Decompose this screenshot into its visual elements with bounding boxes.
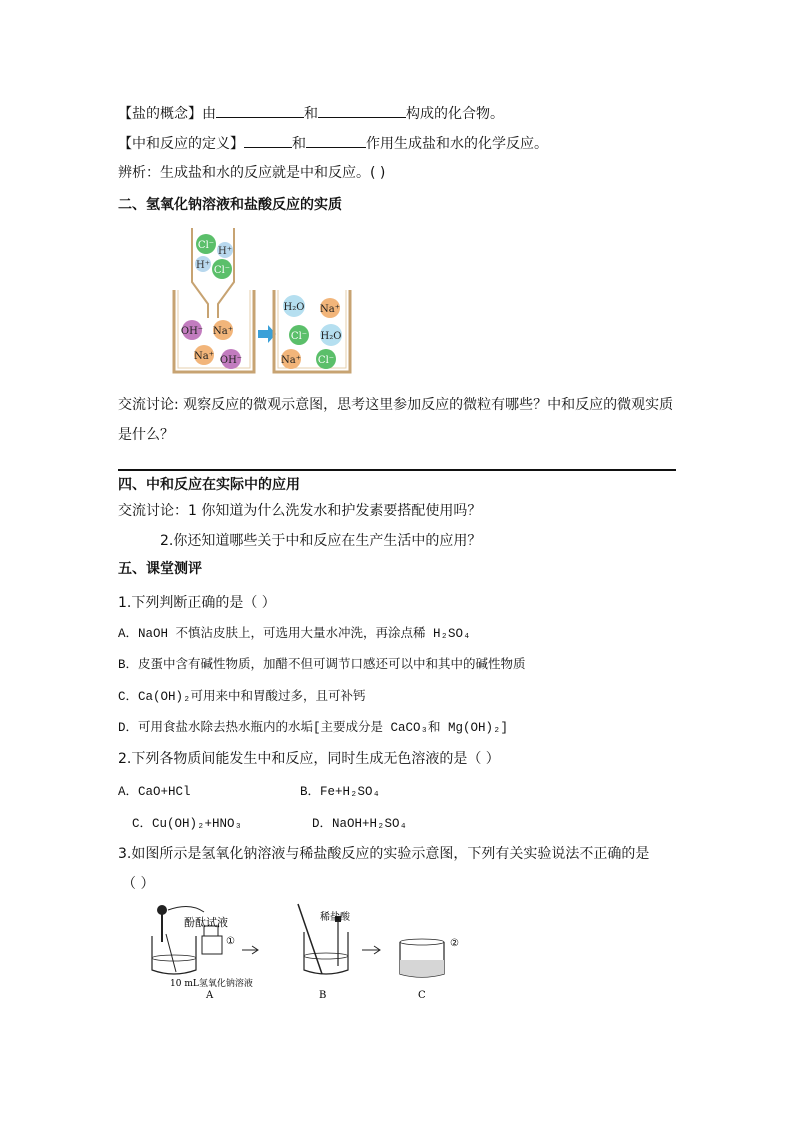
- molecule-h2o-1: [283, 295, 305, 317]
- dropper-ion-h-1: [217, 242, 233, 258]
- discussion-2-question-2: 2.你还知道哪些关于中和反应在生产生活中的应用？: [160, 533, 482, 549]
- indicator-bottle: [202, 926, 222, 954]
- ion-cl-1: [289, 325, 309, 345]
- marker-2: ②: [450, 938, 459, 949]
- salt-definition-line: [118, 104, 504, 123]
- acid-label: 稀盐酸: [320, 912, 350, 923]
- micro-reaction-diagram: [168, 226, 358, 376]
- fill-blank[interactable]: [216, 104, 304, 118]
- salt-definition-start: 【盐的概念】由: [118, 106, 216, 122]
- question-2-option-b: B．Fe+H₂SO₄: [300, 785, 381, 799]
- ion-na-1: [213, 320, 233, 340]
- svg-text:H₂O: H₂O: [320, 331, 342, 342]
- beaker-a: [152, 934, 196, 974]
- arrow-1: [242, 946, 258, 954]
- arrow-2: [362, 946, 380, 954]
- question-3-line-1: 3.如图所示是氢氧化钠溶液与稀盐酸反应的实验示意图，下列有关实验说法不正确的是: [118, 846, 650, 862]
- molecule-h2o-2: [320, 324, 342, 346]
- question-2-option-a: A．CaO+HCl: [118, 785, 191, 799]
- ion-oh-1: [181, 320, 203, 340]
- marker-1: ①: [226, 936, 235, 947]
- question-1-option-c: C．Ca(OH)₂可用来中和胃酸过多，且可补钙: [118, 690, 366, 704]
- neutralization-definition-start: 【中和反应的定义】: [118, 136, 244, 152]
- fill-blank[interactable]: [306, 134, 366, 148]
- section-heading-5: 五、课堂测评: [118, 561, 202, 577]
- dropper-ion-cl-1: [196, 234, 216, 254]
- salt-definition-end: 构成的化合物。: [406, 106, 504, 122]
- judgement-question: 辨析：生成盐和水的反应就是中和反应。( ): [118, 165, 386, 181]
- svg-text:Na⁺: Na⁺: [194, 351, 214, 362]
- ion-na-4: [281, 349, 301, 369]
- question-1-option-a: A．NaOH 不慎沾皮肤上，可选用大量水冲洗，再涂点稀 H₂SO₄: [118, 627, 471, 641]
- discussion-2-question-1: 交流讨论：1 你知道为什么洗发水和护发素要搭配使用吗？: [118, 503, 482, 519]
- salt-definition-and: 和: [304, 106, 318, 122]
- ion-cl-2: [316, 349, 336, 369]
- panel-label-a: A: [206, 990, 214, 1001]
- naoh-label: 10 mL氢氧化钠溶液: [170, 979, 253, 989]
- panel-label-c: C: [418, 990, 426, 1001]
- section-heading-4: 四、中和反应在实际中的应用: [118, 477, 300, 493]
- svg-text:Cl⁻: Cl⁻: [317, 355, 335, 366]
- section-heading-2: 二、氢氧化钠溶液和盐酸反应的实质: [118, 197, 342, 213]
- discussion-1-line-1: 交流讨论: 观察反应的微观示意图，思考这里参加反应的微粒有哪些？中和反应的微观实质: [118, 397, 674, 413]
- svg-text:OH⁻: OH⁻: [219, 355, 243, 366]
- svg-text:OH⁻: OH⁻: [180, 326, 204, 337]
- ion-oh-2: [220, 349, 242, 369]
- ion-na-2: [194, 345, 214, 365]
- panel-label-b: B: [319, 990, 327, 1001]
- experiment-diagram: [146, 898, 476, 1002]
- neutralization-definition-line: [118, 134, 548, 153]
- svg-text:Na⁺: Na⁺: [320, 304, 340, 315]
- section-divider: [118, 469, 676, 471]
- question-1-option-d: D．可用食盐水除去热水瓶内的水垢[主要成分是 CaCO₃和 Mg(OH)₂]: [118, 721, 509, 735]
- svg-text:Na⁺: Na⁺: [281, 355, 301, 366]
- fill-blank[interactable]: [318, 104, 406, 118]
- neutralization-definition-and: 和: [292, 136, 306, 152]
- question-2: 2.下列各物质间能发生中和反应，同时生成无色溶液的是（ ）: [118, 751, 500, 767]
- svg-text:H⁺: H⁺: [218, 246, 232, 257]
- discussion-1-line-2: 是什么？: [118, 427, 174, 443]
- question-1-option-b: B．皮蛋中含有碱性物质，加醋不但可调节口感还可以中和其中的碱性物质: [118, 658, 526, 672]
- indicator-label: 酚酞试液: [184, 916, 228, 929]
- beaker-c: [400, 939, 444, 977]
- svg-text:Cl⁻: Cl⁻: [290, 331, 308, 342]
- ion-na-3: [320, 298, 340, 318]
- svg-text:H₂O: H₂O: [283, 302, 305, 313]
- svg-text:H⁺: H⁺: [196, 260, 210, 271]
- svg-text:Cl⁻: Cl⁻: [213, 265, 231, 276]
- svg-text:Cl⁻: Cl⁻: [197, 240, 215, 251]
- question-1: 1.下列判断正确的是（ ）: [118, 595, 276, 611]
- svg-text:Na⁺: Na⁺: [213, 326, 233, 337]
- dropper-ion-h-2: [195, 256, 211, 272]
- question-2-option-c: C．Cu(OH)₂+HNO₃: [132, 817, 243, 831]
- question-2-option-d: D．NaOH+H₂SO₄: [312, 817, 408, 831]
- dropper-ion-cl-2: [212, 259, 232, 279]
- fill-blank[interactable]: [244, 134, 292, 148]
- neutralization-definition-end: 作用生成盐和水的化学反应。: [366, 136, 548, 152]
- question-3-line-2: （ ）: [122, 876, 155, 892]
